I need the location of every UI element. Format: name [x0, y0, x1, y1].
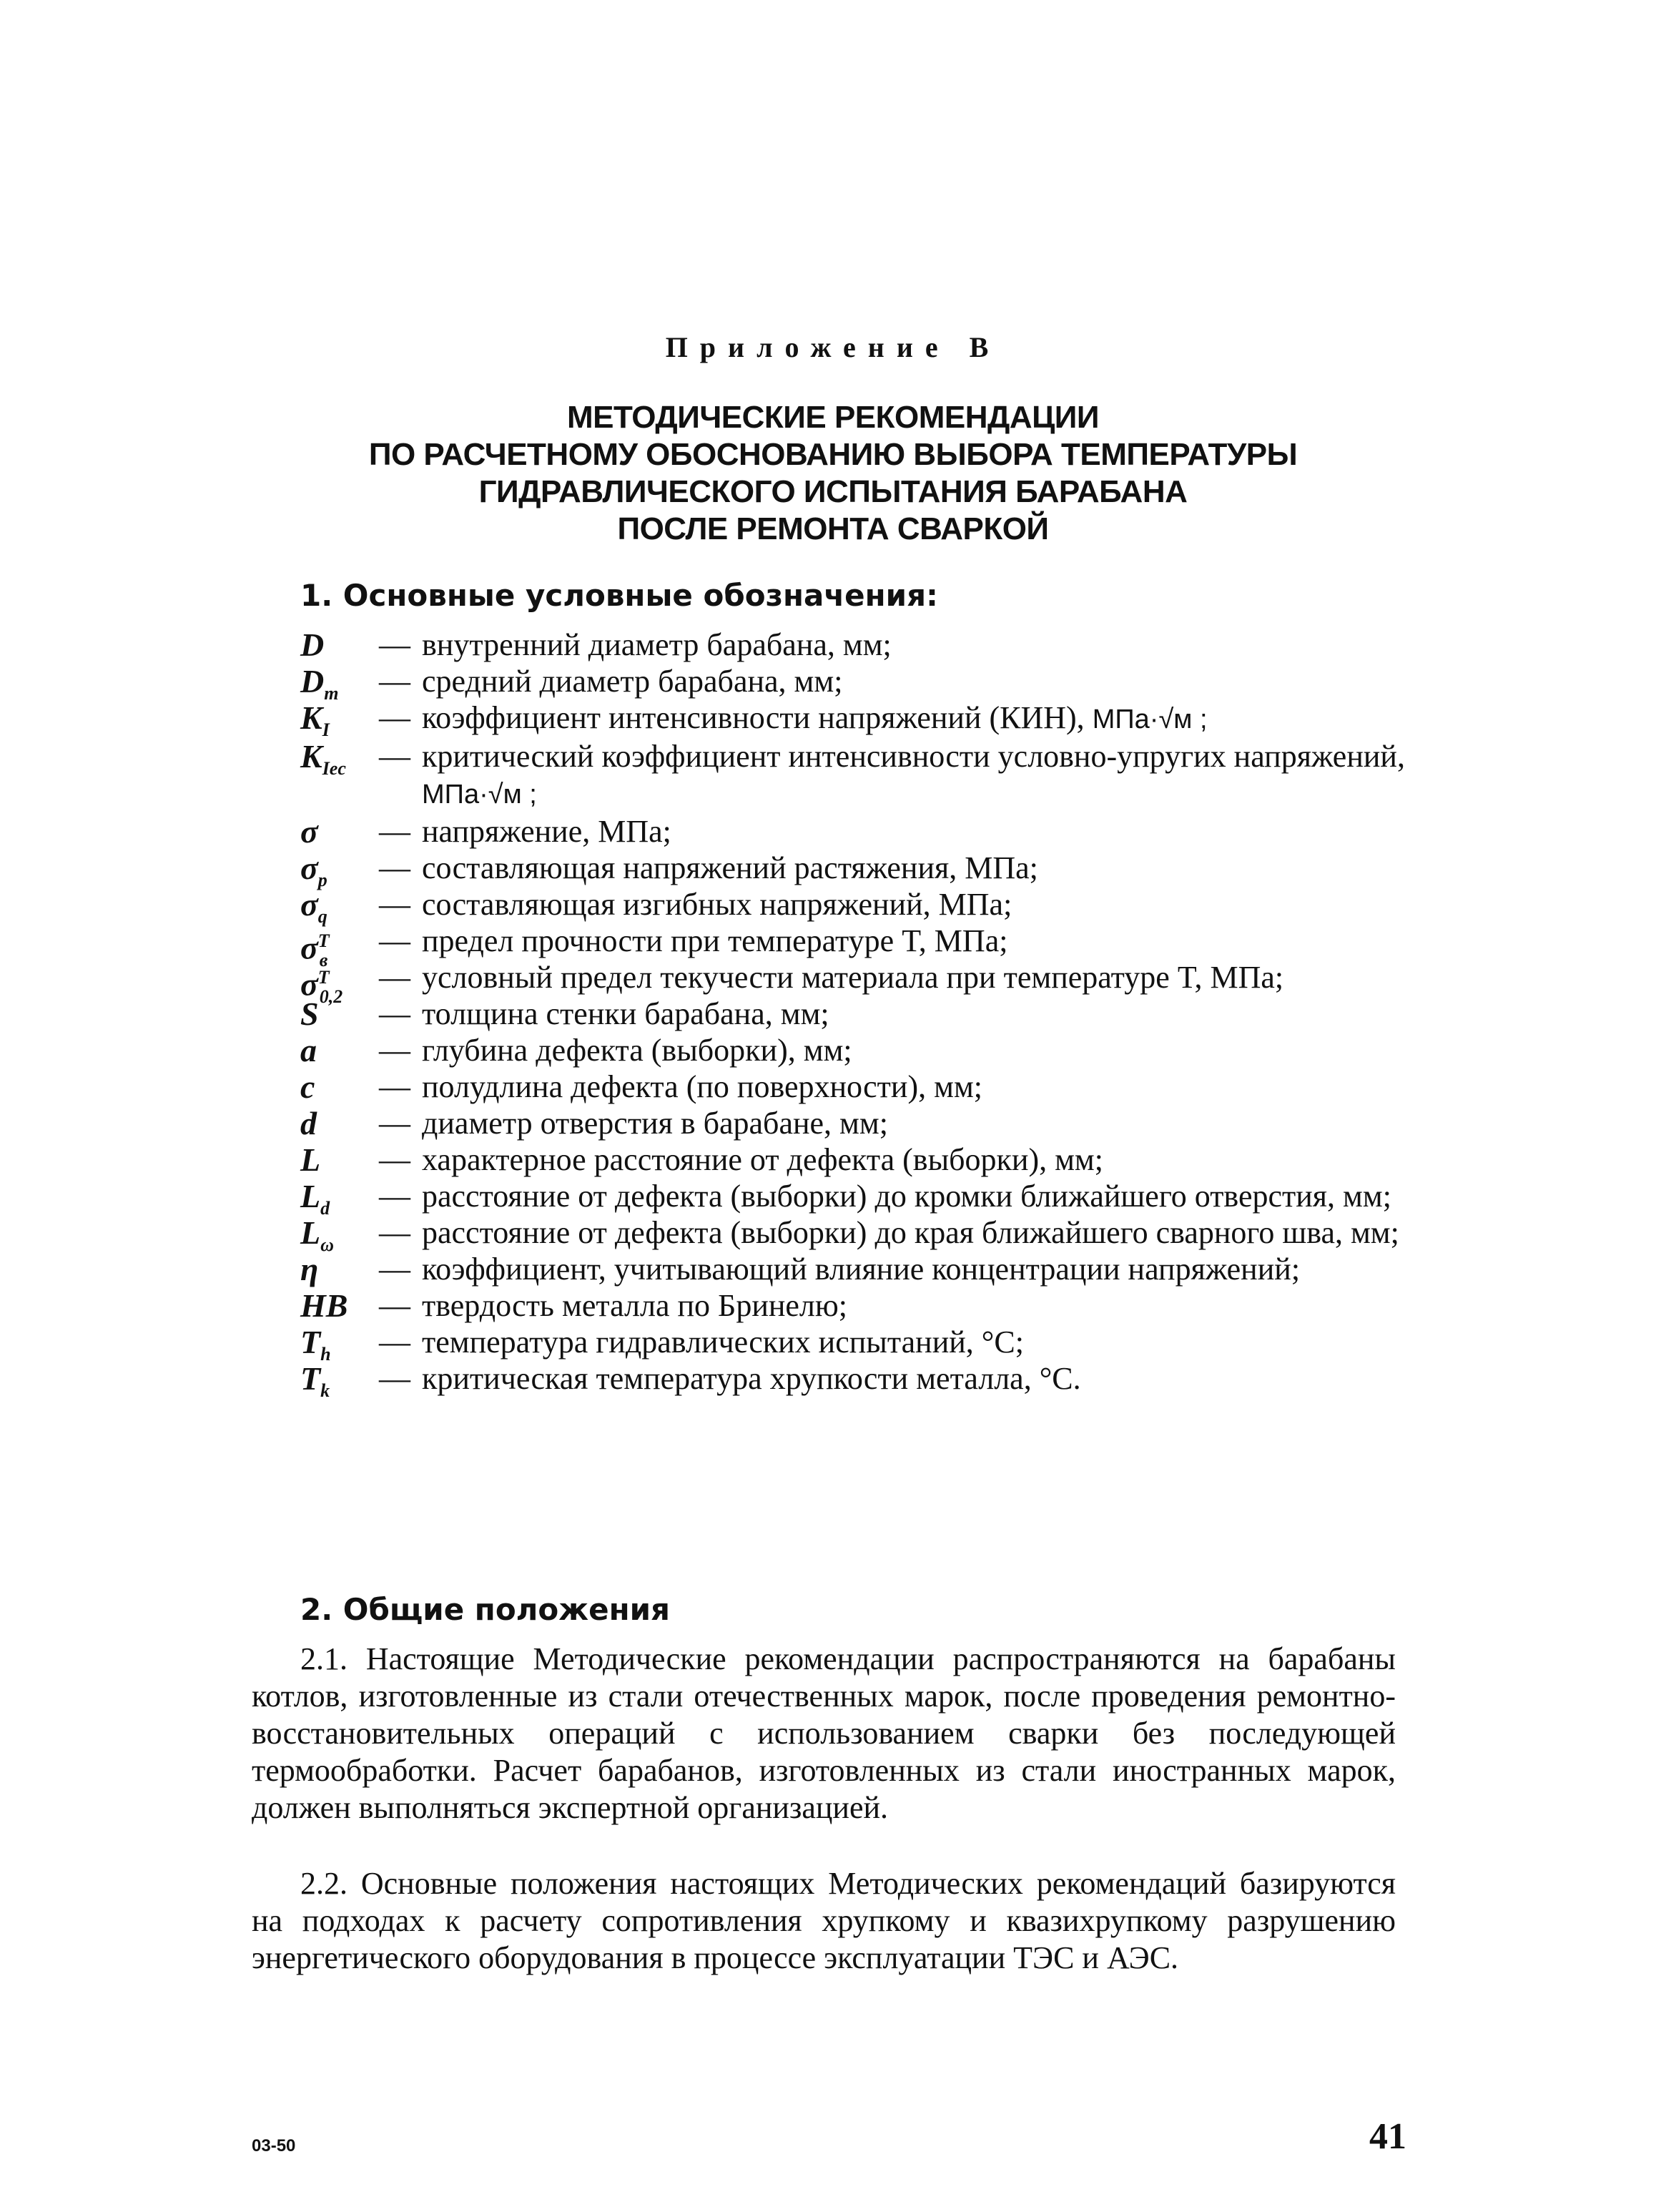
unit-label: МПа·√м ; — [422, 780, 537, 810]
page-number: 41 — [1369, 2116, 1406, 2157]
definition-dash: — — [379, 814, 410, 849]
title-line: МЕТОДИЧЕСКИЕ РЕКОМЕНДАЦИИ — [566, 400, 1100, 435]
definition-item — [300, 886, 1416, 928]
definition-symbol: L — [300, 1141, 321, 1178]
definition-symbol: σ — [300, 813, 318, 850]
definition-item — [300, 923, 1416, 970]
definition-text: критическая температура хрупкости металла, °С. — [422, 1361, 1081, 1396]
definition-symbol: $K_{Iec}$ — [300, 738, 346, 780]
definition-dash: — — [379, 1069, 410, 1104]
unit-label: МПа·√м ; — [1092, 704, 1208, 734]
definition-item — [300, 699, 1416, 741]
definition-text: толщина стенки барабана, мм; — [422, 996, 829, 1031]
definition-text: средний диаметр барабана, мм; — [422, 664, 843, 699]
definition-text: напряжение, МПа; — [422, 814, 671, 849]
section1-heading: 1. Основные условные обозначения: — [300, 578, 938, 613]
definition-text: полудлина дефекта (по поверхности), мм; — [422, 1069, 983, 1104]
definition-symbol: d — [300, 1105, 317, 1141]
section2-heading: 2. Общие положения — [300, 1592, 670, 1627]
definition-dash: — — [379, 1324, 410, 1360]
definition-item — [300, 663, 1416, 704]
definition-symbol: $L_\omega$ — [300, 1214, 334, 1256]
definition-item — [300, 1287, 1416, 1324]
definition-symbol: η — [300, 1251, 319, 1287]
definition-item — [300, 1251, 1416, 1287]
definition-dash: — — [379, 700, 410, 735]
definition-text: предел прочности при температуре T, МПа; — [422, 923, 1008, 958]
definition-symbol: $\sigma_q$ — [300, 886, 327, 928]
document-title — [0, 399, 1666, 548]
definition-text: критический коэффициент интенсивности условно-упругих напряжений, МПа·√м ; — [422, 739, 1405, 810]
definition-dash: — — [379, 923, 410, 958]
title-line: ПО РАСЧЕТНОМУ ОБОСНОВАНИЮ ВЫБОРА ТЕМПЕРАТУРЫ — [368, 437, 1298, 472]
definition-symbol: $\sigma_p$ — [300, 850, 327, 891]
definition-text: характерное расстояние от дефекта (выборки), мм; — [422, 1142, 1104, 1177]
definition-text: глубина дефекта (выборки), мм; — [422, 1033, 852, 1068]
definition-item — [300, 813, 1416, 850]
definition-symbol: $\sigma^T_{0,2}$ — [300, 965, 343, 1007]
definition-text: твердость металла по Бринелю; — [422, 1288, 847, 1323]
paragraph-2-2 — [252, 1865, 1396, 1977]
definition-text: коэффициент, учитывающий влияние концентрации напряжений; — [422, 1252, 1301, 1287]
paragraph-text: 2.1. Настоящие Методические рекомендации распространяются на барабаны котлов, изготовленные из стали отечественных марок, после проведения ремонтно-восстановительных операций с использованием сварки без последующей термообработки. Расчет барабанов, изготовленных из стали иностранных марок, должен выполняться экспертной организацией. — [252, 1641, 1396, 1825]
definition-symbol: a — [300, 1032, 317, 1068]
definition-text: внутренний диаметр барабана, мм; — [422, 627, 892, 662]
definition-item — [300, 959, 1416, 1007]
definition-dash: — — [379, 850, 410, 885]
definition-text: расстояние от дефекта (выборки) до кромки ближайшего отверстия, мм; — [422, 1179, 1391, 1214]
definition-dash: — — [379, 1288, 410, 1323]
definition-dash: — — [379, 1142, 410, 1177]
definition-item — [300, 1032, 1416, 1068]
definition-dash: — — [379, 1033, 410, 1068]
definition-item — [300, 1360, 1416, 1402]
definition-text: составляющая напряжений растяжения, МПа; — [422, 850, 1038, 885]
definition-symbol: $T_k$ — [300, 1360, 330, 1402]
definition-item — [300, 1214, 1416, 1256]
paragraph-text: 2.2. Основные положения настоящих Методических рекомендаций базируются на подходах к расчету сопротивления хрупкому и квазихрупкому разрушению энергетического оборудования в процессе эксплуатации ТЭС и АЭС. — [252, 1866, 1396, 1975]
definitions-list — [300, 626, 1416, 1402]
definition-item — [300, 850, 1416, 891]
definition-item — [300, 996, 1416, 1032]
definition-item — [300, 1178, 1416, 1219]
definition-symbol: S — [300, 996, 319, 1032]
definition-item — [300, 626, 1416, 663]
paragraph-2-1 — [252, 1641, 1396, 1827]
definition-symbol: c — [300, 1068, 315, 1105]
footer-code: 03-50 — [252, 2136, 296, 2156]
definition-text: условный предел текучести материала при температуре T, МПа; — [422, 960, 1284, 995]
title-line: ПОСЛЕ РЕМОНТА СВАРКОЙ — [617, 511, 1049, 546]
definition-dash: — — [379, 1215, 410, 1250]
definition-text: коэффициент интенсивности напряжений (КИН), МПа·√м ; — [422, 700, 1208, 735]
appendix-label: Приложение В — [665, 331, 1001, 363]
definition-dash: — — [379, 627, 410, 662]
definition-symbol: HB — [300, 1287, 348, 1324]
definition-item — [300, 1068, 1416, 1105]
definition-item — [300, 738, 1416, 813]
definition-dash: — — [379, 1179, 410, 1214]
definition-symbol: $L_d$ — [300, 1178, 330, 1219]
definition-dash: — — [379, 1106, 410, 1141]
definition-symbol: $T_h$ — [300, 1324, 331, 1365]
definition-text: составляющая изгибных напряжений, МПа; — [422, 887, 1012, 922]
definition-text: расстояние от дефекта (выборки) до края ближайшего сварного шва, мм; — [422, 1215, 1399, 1250]
definition-dash: — — [379, 887, 410, 922]
definition-item — [300, 1105, 1416, 1141]
definition-dash: — — [379, 1252, 410, 1287]
definition-symbol: $\sigma^T_в$ — [300, 929, 330, 970]
definition-symbol: D — [300, 626, 325, 663]
definition-dash: — — [379, 1361, 410, 1396]
definition-symbol: $D_m$ — [300, 663, 339, 704]
definition-item — [300, 1141, 1416, 1178]
definition-dash: — — [379, 996, 410, 1031]
definition-item — [300, 1324, 1416, 1365]
definition-symbol: $K_I$ — [300, 699, 330, 741]
title-line: ГИДРАВЛИЧЕСКОГО ИСПЫТАНИЯ БАРАБАНА — [478, 474, 1188, 509]
definition-dash: — — [379, 739, 410, 774]
definition-dash: — — [379, 664, 410, 699]
definition-dash: — — [379, 960, 410, 995]
definition-text: температура гидравлических испытаний, °C; — [422, 1324, 1024, 1360]
definition-text: диаметр отверстия в барабане, мм; — [422, 1106, 888, 1141]
